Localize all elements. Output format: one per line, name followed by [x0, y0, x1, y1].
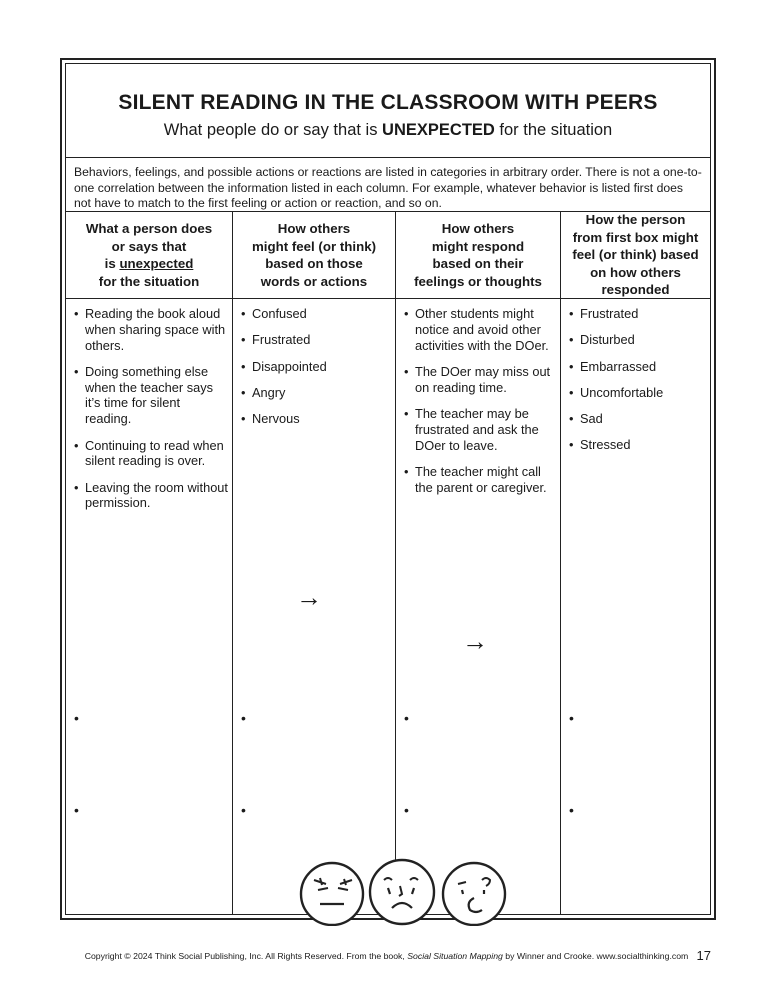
right-arrow-icon: →: [462, 626, 488, 656]
page-subtitle: [66, 121, 710, 140]
page-frame: [60, 58, 716, 920]
subtitle-emphasis: UNEXPECTED: [382, 121, 495, 139]
columns-table: [66, 211, 710, 914]
blank-bullet: •: [74, 802, 79, 818]
header-line-pre: is: [104, 256, 120, 271]
header-line: How the person: [585, 212, 686, 228]
page-frame-inner: [65, 63, 711, 915]
list-item: • The teacher might call the parent or caregiver.: [404, 464, 556, 496]
column-doer-behavior: [66, 212, 232, 914]
footer-book-title: Social Situation Mapping: [407, 951, 503, 961]
header-line: for the situation: [98, 273, 200, 289]
annoyed-face-icon: [301, 863, 363, 925]
header-line: What a person does: [85, 221, 213, 236]
list-item: • Doing something else when the teacher says it’s time for silent reading.: [74, 364, 228, 427]
worried-face-icon: [370, 860, 434, 924]
blank-bullet: •: [569, 802, 574, 818]
column-header: [396, 212, 560, 299]
header-line: might respond: [431, 238, 525, 254]
list-item: • Embarrassed: [569, 359, 706, 375]
subtitle-post: for the situation: [494, 121, 613, 139]
blank-bullet: •: [241, 710, 246, 726]
header-line: How others: [277, 221, 351, 236]
list-item: • Confused: [241, 306, 391, 322]
header-line: or says that: [111, 238, 187, 254]
header-line: from first box might: [572, 229, 699, 245]
header-line: How others: [441, 221, 515, 236]
column-header: [561, 212, 710, 299]
header-line: based on those: [265, 256, 363, 271]
list-item: • Nervous: [241, 411, 391, 427]
page-number: 17: [696, 948, 711, 963]
page-title: SILENT READING IN THE CLASSROOM WITH PEERS: [118, 91, 658, 114]
column-doer-feel: [560, 212, 710, 914]
column-others-feel: [232, 212, 395, 914]
column-others-respond: [395, 212, 560, 914]
footer-post: by Winner and Crooke. www.socialthinking.com: [502, 951, 689, 961]
list-item: • Other students might notice and avoid other activities with the DOer.: [404, 306, 556, 353]
list-item: • The DOer may miss out on reading time.: [404, 364, 556, 396]
list-item: • Frustrated: [569, 306, 706, 322]
header-line: might feel (or think): [251, 238, 377, 254]
blank-bullet: •: [241, 802, 246, 818]
item-list: [233, 306, 395, 437]
subtitle-pre: What people do or say that is: [163, 121, 383, 139]
faces-illustration: [296, 858, 512, 926]
intro-paragraph: Behaviors, feelings, and possible actions or reactions are listed in categories in arbitrary order. There is not a one-to-one correlation between the information listed in each column. For example, whatever behavior is listed first does not have to match to the first feeling or action or reaction, and so on.: [74, 165, 702, 211]
column-header: [233, 212, 395, 299]
list-item: • The teacher may be frustrated and ask the DOer to leave.: [404, 406, 556, 453]
list-item: • Frustrated: [241, 332, 391, 348]
header-line: feel (or think) based: [572, 247, 699, 263]
list-item: • Disturbed: [569, 332, 706, 348]
blank-bullet: •: [404, 710, 409, 726]
list-item: • Leaving the room without permission.: [74, 480, 228, 512]
list-item: • Stressed: [569, 437, 706, 453]
item-list: [561, 306, 710, 464]
header-line: on how others: [590, 264, 681, 280]
footer-pre: Copyright © 2024 Think Social Publishing, Inc. All Rights Reserved. From the book,: [84, 951, 408, 961]
list-item: • Reading the book aloud when sharing space with others.: [74, 306, 228, 353]
title-block: [66, 64, 710, 158]
right-arrow-icon: →: [296, 582, 322, 612]
confused-face-icon: [443, 863, 505, 925]
header-line: feelings or thoughts: [414, 273, 542, 289]
list-item: • Sad: [569, 411, 706, 427]
blank-bullet: •: [569, 710, 574, 726]
header-emphasis: unexpected: [119, 256, 194, 271]
item-list: [396, 306, 560, 506]
footer-copyright: [0, 951, 773, 961]
header-line: based on their: [432, 256, 524, 271]
list-item: • Disappointed: [241, 359, 391, 375]
header-line: responded: [601, 282, 670, 298]
list-item: • Continuing to read when silent reading is over.: [74, 438, 228, 470]
blank-bullet: •: [404, 802, 409, 818]
header-line: words or actions: [260, 273, 368, 289]
column-header: [66, 212, 232, 299]
list-item: • Uncomfortable: [569, 385, 706, 401]
header-line: [86, 255, 212, 273]
item-list: [66, 306, 232, 522]
blank-bullet: •: [74, 710, 79, 726]
list-item: • Angry: [241, 385, 391, 401]
